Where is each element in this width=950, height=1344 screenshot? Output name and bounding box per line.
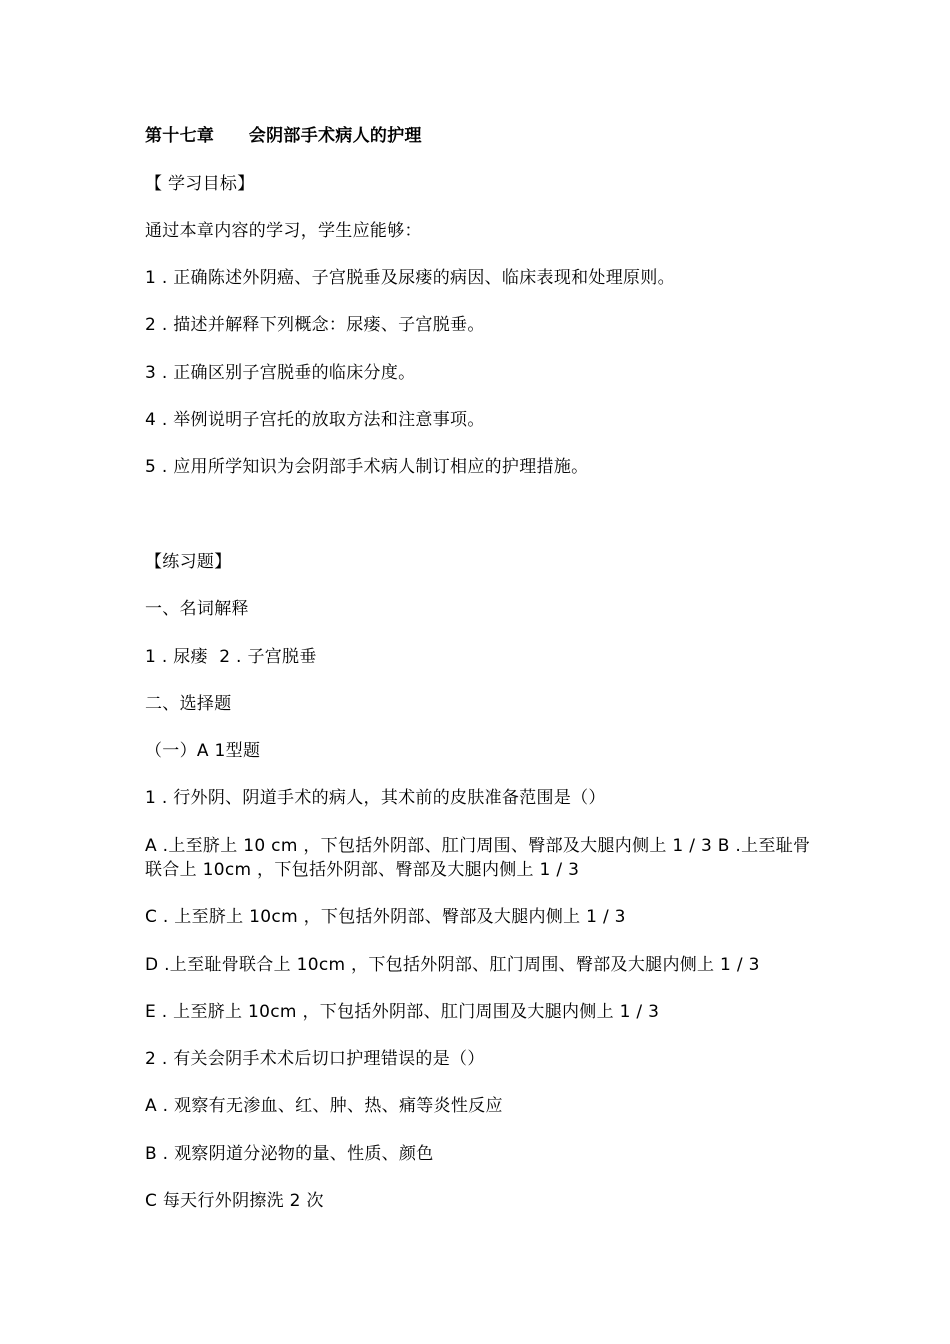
question-1-option-a-b: A .上至脐上 10 cm ，下包括外阴部、肛门周围、臀部及大腿内侧上 1 / 3 B .上至耻骨联合上 10cm ，下包括外阴部、臀部及大腿内侧上 1 / 3 xyxy=(145,836,811,880)
question-1-option-c: C . 上至脐上 10cm ，下包括外阴部、臀部及大腿内侧上 1 / 3 xyxy=(145,907,626,927)
objective-item-5: 5 . 应用所学知识为会阴部手术病人制订相应的护理措施。 xyxy=(145,457,589,477)
section2-heading: 二、选择题 xyxy=(145,694,232,714)
question-1-option-e: E . 上至脐上 10cm ，下包括外阴部、肛门周围及大腿内侧上 1 / 3 xyxy=(145,1002,660,1022)
exercises-heading: 【练习题】 xyxy=(145,552,232,572)
question-2-option-b: B . 观察阴道分泌物的量、性质、颜色 xyxy=(145,1144,434,1164)
objectives-heading: 【 学习目标】 xyxy=(145,174,255,194)
question-2: 2 . 有关会阴手术术后切口护理错误的是（） xyxy=(145,1049,485,1069)
objective-item-3: 3 . 正确区别子宫脱垂的临床分度。 xyxy=(145,363,416,383)
objective-item-4: 4 . 举例说明子宫托的放取方法和注意事项。 xyxy=(145,410,485,430)
subsection-a1-heading: （一）A 1型题 xyxy=(145,741,261,761)
section1-terms: 1 . 尿瘘 2 . 子宫脱垂 xyxy=(145,647,317,667)
objectives-intro: 通过本章内容的学习，学生应能够： xyxy=(145,221,422,241)
section1-heading: 一、名词解释 xyxy=(145,599,249,619)
chapter-title: 第十七章 会阴部手术病人的护理 xyxy=(145,126,422,146)
question-2-option-a: A . 观察有无渗血、红、肿、热、痛等炎性反应 xyxy=(145,1096,503,1116)
question-2-option-c: C 每天行外阴擦洗 2 次 xyxy=(145,1191,324,1211)
question-1-option-d: D .上至耻骨联合上 10cm ，下包括外阴部、肛门周围、臀部及大腿内侧上 1 / 3 xyxy=(145,955,760,975)
objective-item-1: 1 . 正确陈述外阴癌、子宫脱垂及尿瘘的病因、临床表现和处理原则。 xyxy=(145,268,675,288)
objective-item-2: 2 . 描述并解释下列概念：尿瘘、子宫脱垂。 xyxy=(145,315,485,335)
question-1: 1 . 行外阴、阴道手术的病人，其术前的皮肤准备范围是（） xyxy=(145,788,606,808)
